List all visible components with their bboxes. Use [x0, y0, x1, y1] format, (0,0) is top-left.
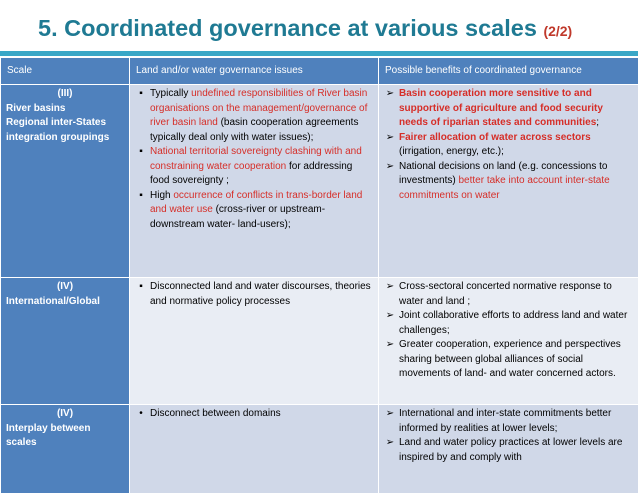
scale-label: scales — [6, 436, 124, 451]
benefit-text: National decisions on land (e.g. concessions to investments) — [399, 161, 607, 187]
header-benefits: Possible benefits of coordinated governance — [379, 58, 638, 85]
table-row — [1, 405, 638, 494]
arrow-bullet-icon: ➢ — [383, 160, 397, 175]
list-item — [383, 309, 632, 338]
scale-cell — [1, 405, 130, 494]
table-header-row — [1, 58, 638, 85]
list-item — [383, 280, 632, 309]
list-item — [383, 338, 632, 382]
list-item — [134, 189, 372, 233]
issues-cell — [130, 278, 379, 405]
scale-number: (IV) — [6, 280, 124, 295]
scale-label: integration groupings — [6, 131, 124, 146]
header-issues: Land and/or water governance issues — [130, 58, 379, 85]
benefits-cell — [379, 278, 638, 405]
header-scale: Scale — [1, 58, 130, 85]
benefit-text: Greater cooperation, experience and perspectives sharing between global alliances of social movements of land- and water concerned actors. — [399, 339, 621, 379]
benefit-text: ; — [596, 117, 599, 128]
square-bullet-icon: ▪ — [134, 280, 148, 295]
list-item — [134, 87, 372, 145]
slide-title — [38, 10, 572, 46]
list-item — [383, 160, 632, 204]
arrow-bullet-icon: ➢ — [383, 87, 397, 102]
list-item — [134, 280, 372, 309]
scale-label: Interplay between — [6, 422, 124, 437]
issue-text: (cross-river or upstream-downstream water- land-users); — [150, 204, 325, 230]
issues-cell — [130, 405, 379, 494]
issue-highlight: National territorial sovereignty clashing with and constraining water cooperation — [150, 146, 362, 172]
title-part-indicator: (2/2) — [543, 23, 572, 39]
benefit-text: Land and water policy practices at lower levels are inspired by and comply with — [399, 437, 622, 463]
arrow-bullet-icon: ➢ — [383, 280, 397, 295]
round-bullet-icon: • — [134, 407, 148, 422]
title-underline — [0, 51, 638, 56]
scale-number: (IV) — [6, 407, 124, 422]
issue-highlight: occurrence of conflicts in trans-border land and water use — [150, 190, 362, 216]
arrow-bullet-icon: ➢ — [383, 309, 397, 324]
table-row — [1, 85, 638, 278]
list-item — [134, 145, 372, 189]
arrow-bullet-icon: ➢ — [383, 407, 397, 422]
list-item — [383, 131, 632, 160]
benefit-text: (irrigation, energy, etc.); — [399, 146, 504, 157]
benefit-highlight: Basin cooperation more sensitive to and supportive of agriculture and food security needs of riparian states and communities — [399, 88, 603, 128]
square-bullet-icon: ▪ — [134, 189, 148, 204]
scale-cell — [1, 85, 130, 278]
list-item — [383, 407, 632, 436]
scale-number: (III) — [6, 87, 124, 102]
issue-text: for addressing food sovereignty ; — [150, 161, 352, 187]
scale-label: River basins — [6, 102, 124, 117]
square-bullet-icon: ▪ — [134, 87, 148, 102]
arrow-bullet-icon: ➢ — [383, 436, 397, 451]
benefit-highlight: Fairer allocation of water across sectors — [399, 132, 591, 143]
governance-table — [0, 57, 638, 494]
issue-text: Typically — [150, 88, 191, 99]
issue-text: Disconnected land and water discourses, theories and normative policy processes — [150, 281, 371, 307]
benefits-cell — [379, 405, 638, 494]
square-bullet-icon: ▪ — [134, 145, 148, 160]
benefit-highlight: better take into account inter-state commitments on water — [399, 175, 610, 201]
scale-cell — [1, 278, 130, 405]
list-item — [383, 436, 632, 465]
issues-cell — [130, 85, 379, 278]
issue-highlight: undefined responsibilities of River basin organisations on the management/governance of river basin land — [150, 88, 367, 128]
arrow-bullet-icon: ➢ — [383, 338, 397, 353]
issue-text: (basin cooperation agreements typically deal only with water issues); — [150, 117, 358, 143]
benefit-text: International and inter-state commitments better informed by realities at lower levels; — [399, 408, 611, 434]
title-main: 5. Coordinated governance at various scales — [38, 15, 537, 41]
benefit-text: Cross-sectoral concerted normative response to water and land ; — [399, 281, 612, 307]
benefits-cell — [379, 85, 638, 278]
list-item — [134, 407, 372, 422]
issue-text: High — [150, 190, 173, 201]
arrow-bullet-icon: ➢ — [383, 131, 397, 146]
benefit-text: Joint collaborative efforts to address land and water challenges; — [399, 310, 627, 336]
scale-label: Regional inter-States — [6, 116, 124, 131]
issue-text: Disconnect between domains — [150, 408, 281, 419]
list-item — [383, 87, 632, 131]
scale-label: International/Global — [6, 295, 124, 310]
table-row — [1, 278, 638, 405]
